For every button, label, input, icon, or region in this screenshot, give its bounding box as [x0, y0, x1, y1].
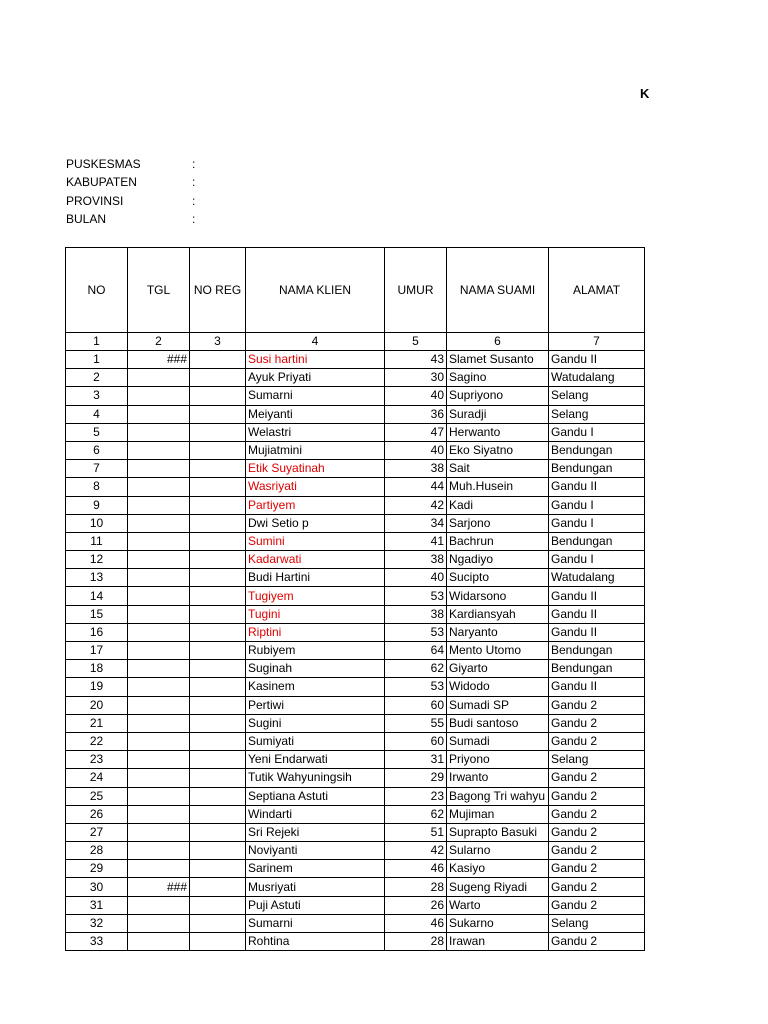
cell-alamat: Bendungan: [549, 642, 645, 660]
table-row: [66, 441, 645, 459]
cell-nama-klien: Windarti: [246, 805, 385, 823]
cell-nama-suami: Giyarto: [447, 660, 549, 678]
cell-umur: 30: [385, 369, 447, 387]
cell-nama-klien: Ayuk Priyati: [246, 369, 385, 387]
cell-umur: 38: [385, 460, 447, 478]
cell-no-reg: [190, 860, 246, 878]
cell-nama-suami: Kadi: [447, 496, 549, 514]
meta-provinsi: [66, 194, 195, 212]
cell-nama-suami: Ngadiyo: [447, 551, 549, 569]
cell-alamat: Bendungan: [549, 660, 645, 678]
cell-nama-klien: Puji Astuti: [246, 896, 385, 914]
cell-nama-klien: Kasinem: [246, 678, 385, 696]
cell-umur: 40: [385, 387, 447, 405]
header-no: NO: [66, 248, 128, 333]
table-row: [66, 860, 645, 878]
table-row: [66, 933, 645, 951]
cell-no: 5: [66, 423, 128, 441]
cell-no: 3: [66, 387, 128, 405]
cell-umur: 41: [385, 532, 447, 550]
cell-alamat: Gandu 2: [549, 769, 645, 787]
cell-nama-klien: Meiyanti: [246, 405, 385, 423]
cell-nama-klien: Pertiwi: [246, 696, 385, 714]
cell-alamat: Selang: [549, 914, 645, 932]
cell-umur: 51: [385, 823, 447, 841]
cell-nama-suami: Mento Utomo: [447, 642, 549, 660]
cell-no-reg: [190, 351, 246, 369]
cell-nama-klien: Budi Hartini: [246, 569, 385, 587]
cell-nama-suami: Sumadi SP: [447, 696, 549, 714]
cell-no-reg: [190, 532, 246, 550]
cell-no-reg: [190, 369, 246, 387]
cell-alamat: Gandu 2: [549, 696, 645, 714]
cell-nama-klien: Rohtina: [246, 933, 385, 951]
cell-nama-suami: Irawan: [447, 933, 549, 951]
cell-no: 7: [66, 460, 128, 478]
header-alamat: ALAMAT: [549, 248, 645, 333]
cell-no: 16: [66, 623, 128, 641]
cell-umur: 28: [385, 878, 447, 896]
column-number: 3: [190, 333, 246, 351]
cell-nama-suami: Widarsono: [447, 587, 549, 605]
cell-tgl: [128, 387, 190, 405]
cell-alamat: Gandu 2: [549, 787, 645, 805]
column-number: 5: [385, 333, 447, 351]
column-number: 7: [549, 333, 645, 351]
cell-nama-klien: Sumarni: [246, 914, 385, 932]
cell-alamat: Bendungan: [549, 532, 645, 550]
cell-tgl: ###: [128, 878, 190, 896]
cell-umur: 62: [385, 660, 447, 678]
cell-nama-klien: Welastri: [246, 423, 385, 441]
cell-nama-klien: Sarinem: [246, 860, 385, 878]
cell-no: 31: [66, 896, 128, 914]
table-row: [66, 496, 645, 514]
cell-no-reg: [190, 642, 246, 660]
cell-alamat: Gandu 2: [549, 878, 645, 896]
cell-nama-suami: Sugeng Riyadi: [447, 878, 549, 896]
cell-nama-suami: Sait: [447, 460, 549, 478]
cell-tgl: [128, 551, 190, 569]
cell-no: 27: [66, 823, 128, 841]
cell-no: 2: [66, 369, 128, 387]
table-row: [66, 878, 645, 896]
cell-umur: 38: [385, 551, 447, 569]
cell-umur: 36: [385, 405, 447, 423]
meta-label: BULAN: [66, 211, 107, 226]
header-no-reg: NO REG: [190, 248, 246, 333]
cell-nama-suami: Sagino: [447, 369, 549, 387]
cell-no: 10: [66, 514, 128, 532]
cell-no-reg: [190, 678, 246, 696]
cell-no-reg: [190, 769, 246, 787]
table-row: [66, 569, 645, 587]
cell-nama-klien: Tugini: [246, 605, 385, 623]
cell-alamat: Gandu 2: [549, 842, 645, 860]
cell-alamat: Gandu 2: [549, 823, 645, 841]
cell-umur: 38: [385, 605, 447, 623]
meta-kabupaten: [66, 175, 195, 193]
cell-alamat: Selang: [549, 405, 645, 423]
cell-nama-suami: Sucipto: [447, 569, 549, 587]
cell-tgl: [128, 842, 190, 860]
meta-label: PUSKESMAS: [66, 157, 141, 171]
cell-tgl: [128, 623, 190, 641]
cell-no-reg: [190, 805, 246, 823]
table-row: [66, 387, 645, 405]
cell-alamat: Selang: [549, 751, 645, 769]
cell-no: 26: [66, 805, 128, 823]
cell-umur: 62: [385, 805, 447, 823]
cell-tgl: [128, 441, 190, 459]
meta-separator: :: [192, 193, 196, 208]
cell-alamat: Bendungan: [549, 441, 645, 459]
cell-no-reg: [190, 751, 246, 769]
cell-nama-klien: Dwi Setio p: [246, 514, 385, 532]
table-row: [66, 751, 645, 769]
cell-no: 22: [66, 732, 128, 750]
meta-puskesmas: [66, 157, 195, 175]
cell-umur: 40: [385, 569, 447, 587]
cell-no-reg: [190, 842, 246, 860]
cell-nama-suami: Irwanto: [447, 769, 549, 787]
cell-no: 23: [66, 751, 128, 769]
cell-no-reg: [190, 623, 246, 641]
cell-no-reg: [190, 387, 246, 405]
cell-alamat: Gandu II: [549, 587, 645, 605]
cell-umur: 40: [385, 441, 447, 459]
cell-nama-klien: Suginah: [246, 660, 385, 678]
cell-umur: 53: [385, 587, 447, 605]
meta-separator: :: [192, 211, 196, 226]
cell-umur: 53: [385, 623, 447, 641]
cell-alamat: Gandu 2: [549, 933, 645, 951]
meta-separator: :: [192, 175, 196, 190]
cell-no: 13: [66, 569, 128, 587]
table-row: [66, 423, 645, 441]
cell-tgl: [128, 369, 190, 387]
column-number: 6: [447, 333, 549, 351]
cell-alamat: Gandu 2: [549, 714, 645, 732]
cell-tgl: [128, 896, 190, 914]
cell-nama-suami: Slamet Susanto: [447, 351, 549, 369]
cell-alamat: Selang: [549, 387, 645, 405]
cell-tgl: [128, 587, 190, 605]
cell-umur: 55: [385, 714, 447, 732]
cell-tgl: [128, 696, 190, 714]
cell-no-reg: [190, 914, 246, 932]
cell-no-reg: [190, 514, 246, 532]
cell-tgl: [128, 460, 190, 478]
cell-no: 30: [66, 878, 128, 896]
cell-tgl: [128, 532, 190, 550]
cell-nama-klien: Partiyem: [246, 496, 385, 514]
cell-nama-klien: Septiana Astuti: [246, 787, 385, 805]
cell-tgl: [128, 678, 190, 696]
meta-label: PROVINSI: [66, 193, 124, 208]
cell-no-reg: [190, 823, 246, 841]
cell-tgl: [128, 496, 190, 514]
cell-tgl: [128, 569, 190, 587]
header-nama-klien: NAMA KLIEN: [246, 248, 385, 333]
cell-nama-suami: Sularno: [447, 842, 549, 860]
table-row: [66, 842, 645, 860]
cell-tgl: ###: [128, 351, 190, 369]
cell-no-reg: [190, 696, 246, 714]
cell-no: 32: [66, 914, 128, 932]
cell-no: 11: [66, 532, 128, 550]
cell-no: 1: [66, 351, 128, 369]
table-row: [66, 351, 645, 369]
cell-tgl: [128, 514, 190, 532]
cell-no: 29: [66, 860, 128, 878]
column-number: 4: [246, 333, 385, 351]
column-number-row: [66, 333, 645, 351]
cell-nama-klien: Sugini: [246, 714, 385, 732]
cell-nama-suami: Widodo: [447, 678, 549, 696]
cell-no-reg: [190, 405, 246, 423]
cell-alamat: Gandu II: [549, 351, 645, 369]
cell-alamat: Gandu I: [549, 514, 645, 532]
cell-no: 6: [66, 441, 128, 459]
table-row: [66, 605, 645, 623]
meta-bulan: [66, 212, 195, 230]
cell-no: 33: [66, 933, 128, 951]
cell-nama-suami: Herwanto: [447, 423, 549, 441]
cell-umur: 46: [385, 860, 447, 878]
cell-no-reg: [190, 551, 246, 569]
cell-no-reg: [190, 878, 246, 896]
cell-alamat: Gandu I: [549, 496, 645, 514]
cell-nama-klien: Sumiyati: [246, 732, 385, 750]
cell-no-reg: [190, 714, 246, 732]
table-row: [66, 696, 645, 714]
cell-nama-klien: Rubiyem: [246, 642, 385, 660]
table-row: [66, 914, 645, 932]
cell-no-reg: [190, 787, 246, 805]
cell-umur: 43: [385, 351, 447, 369]
cell-alamat: Watudalang: [549, 369, 645, 387]
cell-alamat: Gandu 2: [549, 805, 645, 823]
cell-nama-suami: Budi santoso: [447, 714, 549, 732]
cell-nama-suami: Naryanto: [447, 623, 549, 641]
cell-no: 20: [66, 696, 128, 714]
table-row: [66, 551, 645, 569]
cell-alamat: Bendungan: [549, 460, 645, 478]
cell-no: 28: [66, 842, 128, 860]
table-row: [66, 369, 645, 387]
cell-no: 4: [66, 405, 128, 423]
cell-no-reg: [190, 569, 246, 587]
cell-umur: 28: [385, 933, 447, 951]
cell-alamat: Gandu I: [549, 551, 645, 569]
cell-alamat: Gandu II: [549, 478, 645, 496]
cell-no: 25: [66, 787, 128, 805]
cell-nama-klien: Noviyanti: [246, 842, 385, 860]
table-row: [66, 787, 645, 805]
cell-nama-klien: Kadarwati: [246, 551, 385, 569]
cell-nama-suami: Priyono: [447, 751, 549, 769]
cell-nama-suami: Muh.Husein: [447, 478, 549, 496]
client-table: [65, 247, 645, 951]
meta-label: KABUPATEN: [66, 175, 137, 190]
column-number: 2: [128, 333, 190, 351]
cell-nama-suami: Bagong Tri wahyu: [447, 787, 549, 805]
cell-no-reg: [190, 441, 246, 459]
cell-nama-suami: Eko Siyatno: [447, 441, 549, 459]
header-nama-suami: NAMA SUAMI: [447, 248, 549, 333]
cell-nama-klien: Wasriyati: [246, 478, 385, 496]
table-row: [66, 714, 645, 732]
table-row: [66, 732, 645, 750]
cell-nama-klien: Tugiyem: [246, 587, 385, 605]
cell-tgl: [128, 787, 190, 805]
table-row: [66, 896, 645, 914]
cell-no: 8: [66, 478, 128, 496]
column-number: 1: [66, 333, 128, 351]
cell-tgl: [128, 660, 190, 678]
cell-no: 18: [66, 660, 128, 678]
cell-tgl: [128, 642, 190, 660]
cell-no-reg: [190, 933, 246, 951]
cell-tgl: [128, 732, 190, 750]
cell-no: 12: [66, 551, 128, 569]
cell-nama-suami: Kardiansyah: [447, 605, 549, 623]
cell-alamat: Watudalang: [549, 569, 645, 587]
cell-nama-klien: Susi hartini: [246, 351, 385, 369]
table-row: [66, 660, 645, 678]
cell-no: 24: [66, 769, 128, 787]
cell-tgl: [128, 860, 190, 878]
cell-no: 17: [66, 642, 128, 660]
cell-alamat: Gandu II: [549, 605, 645, 623]
cell-alamat: Gandu 2: [549, 896, 645, 914]
cell-tgl: [128, 478, 190, 496]
cell-umur: 42: [385, 496, 447, 514]
report-meta: [66, 157, 195, 230]
cell-no-reg: [190, 423, 246, 441]
cell-umur: 31: [385, 751, 447, 769]
cell-nama-klien: Yeni Endarwati: [246, 751, 385, 769]
cell-tgl: [128, 423, 190, 441]
cell-tgl: [128, 805, 190, 823]
table-row: [66, 642, 645, 660]
cell-no: 19: [66, 678, 128, 696]
cell-no-reg: [190, 496, 246, 514]
cell-tgl: [128, 605, 190, 623]
cell-nama-suami: Kasiyo: [447, 860, 549, 878]
cell-no: 14: [66, 587, 128, 605]
table-row: [66, 769, 645, 787]
cell-alamat: Gandu 2: [549, 860, 645, 878]
cell-nama-klien: Mujiatmini: [246, 441, 385, 459]
header-row: [66, 248, 645, 333]
truncated-title: K: [640, 86, 650, 101]
cell-nama-suami: Suprapto Basuki: [447, 823, 549, 841]
cell-nama-suami: Sumadi: [447, 732, 549, 750]
table-row: [66, 678, 645, 696]
cell-no: 15: [66, 605, 128, 623]
cell-nama-suami: Suradji: [447, 405, 549, 423]
table-row: [66, 823, 645, 841]
cell-no-reg: [190, 605, 246, 623]
cell-no: 9: [66, 496, 128, 514]
cell-umur: 42: [385, 842, 447, 860]
table-row: [66, 532, 645, 550]
cell-tgl: [128, 405, 190, 423]
table-row: [66, 805, 645, 823]
cell-nama-suami: Warto: [447, 896, 549, 914]
cell-no-reg: [190, 732, 246, 750]
cell-umur: 64: [385, 642, 447, 660]
table-row: [66, 460, 645, 478]
table-row: [66, 405, 645, 423]
cell-umur: 47: [385, 423, 447, 441]
table-row: [66, 623, 645, 641]
header-umur: UMUR: [385, 248, 447, 333]
table-row: [66, 514, 645, 532]
table-body: [66, 351, 645, 951]
cell-nama-klien: Tutik Wahyuningsih: [246, 769, 385, 787]
cell-tgl: [128, 914, 190, 932]
cell-no-reg: [190, 660, 246, 678]
cell-nama-klien: Riptini: [246, 623, 385, 641]
cell-umur: 29: [385, 769, 447, 787]
cell-no-reg: [190, 896, 246, 914]
cell-tgl: [128, 933, 190, 951]
cell-nama-suami: Supriyono: [447, 387, 549, 405]
cell-alamat: Gandu 2: [549, 732, 645, 750]
cell-nama-klien: Sumarni: [246, 387, 385, 405]
cell-umur: 23: [385, 787, 447, 805]
cell-no-reg: [190, 587, 246, 605]
cell-no-reg: [190, 460, 246, 478]
header-tgl: TGL: [128, 248, 190, 333]
cell-umur: 26: [385, 896, 447, 914]
cell-umur: 60: [385, 696, 447, 714]
cell-umur: 34: [385, 514, 447, 532]
table-row: [66, 478, 645, 496]
cell-nama-klien: Etik Suyatinah: [246, 460, 385, 478]
cell-nama-klien: Sri Rejeki: [246, 823, 385, 841]
cell-nama-klien: Musriyati: [246, 878, 385, 896]
cell-umur: 46: [385, 914, 447, 932]
cell-nama-klien: Sumini: [246, 532, 385, 550]
cell-umur: 53: [385, 678, 447, 696]
table-row: [66, 587, 645, 605]
cell-alamat: Gandu I: [549, 423, 645, 441]
cell-alamat: Gandu II: [549, 623, 645, 641]
cell-umur: 44: [385, 478, 447, 496]
meta-separator: :: [192, 157, 196, 171]
cell-tgl: [128, 714, 190, 732]
cell-alamat: Gandu II: [549, 678, 645, 696]
cell-tgl: [128, 769, 190, 787]
cell-tgl: [128, 751, 190, 769]
cell-nama-suami: Bachrun: [447, 532, 549, 550]
cell-nama-suami: Sarjono: [447, 514, 549, 532]
cell-tgl: [128, 823, 190, 841]
cell-umur: 60: [385, 732, 447, 750]
cell-no-reg: [190, 478, 246, 496]
cell-nama-suami: Mujiman: [447, 805, 549, 823]
cell-nama-suami: Sukarno: [447, 914, 549, 932]
cell-no: 21: [66, 714, 128, 732]
